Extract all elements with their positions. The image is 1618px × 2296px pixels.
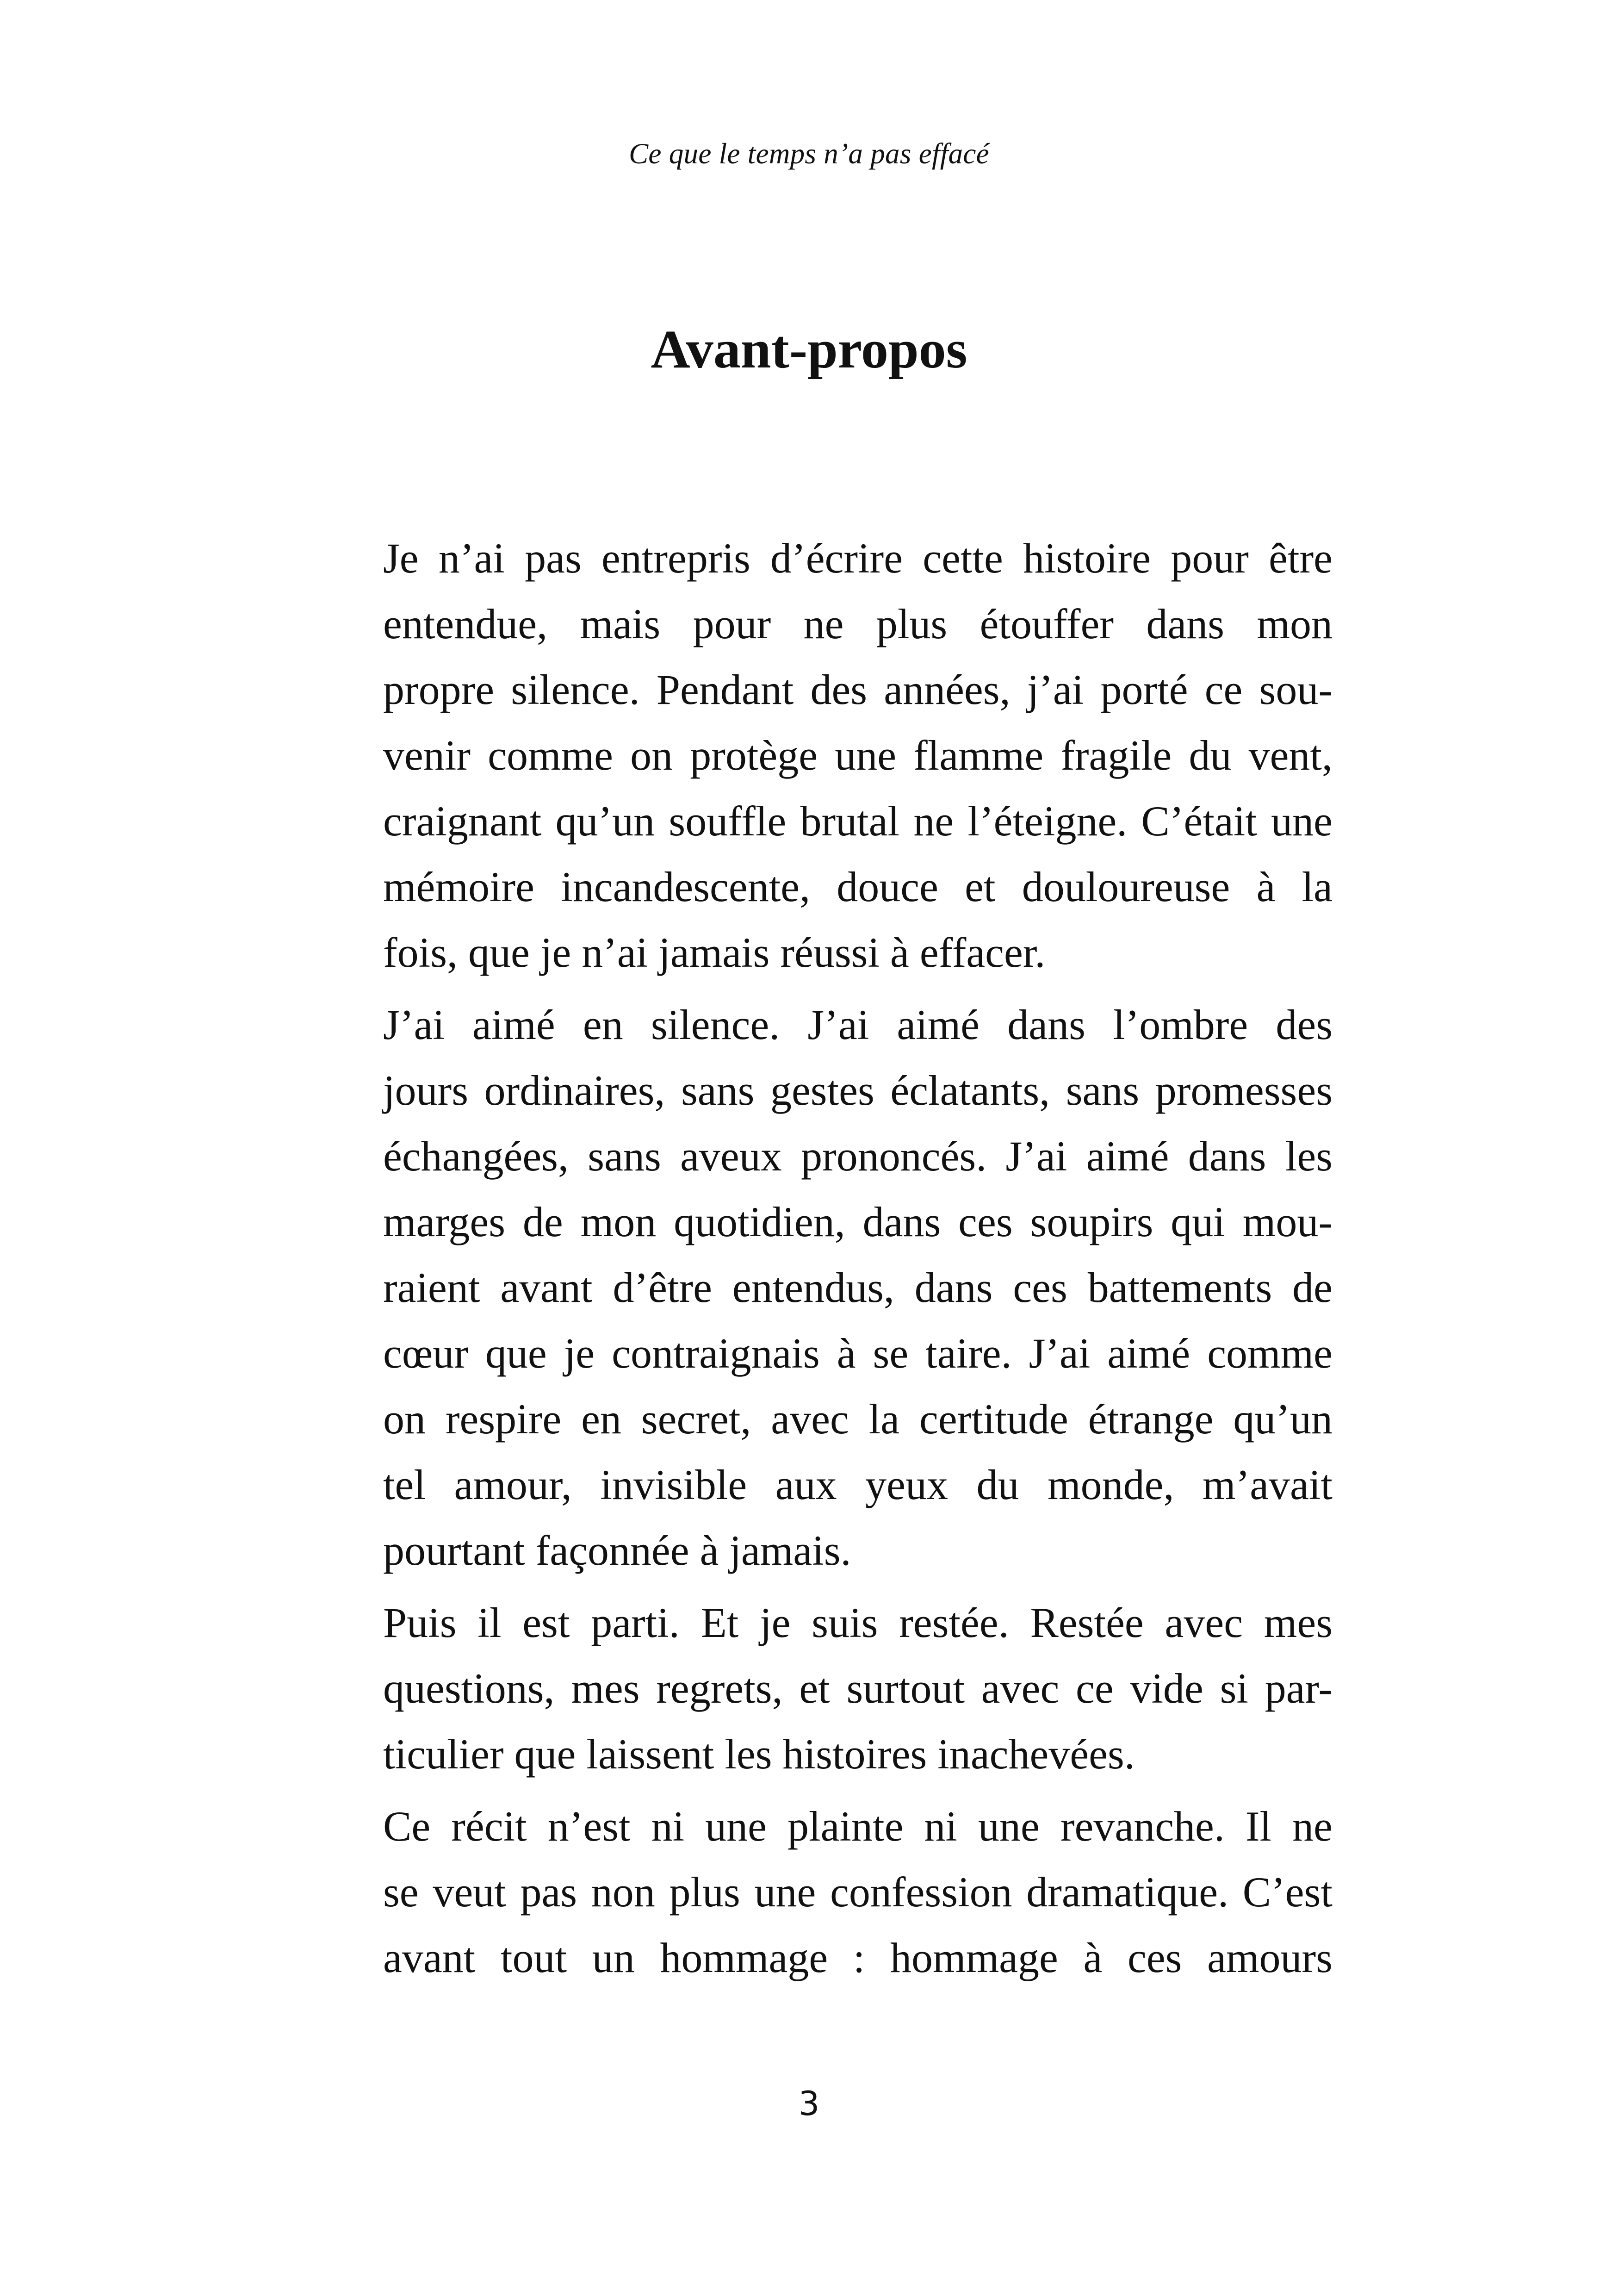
text-line: jours ordinaires, sans gestes éclatants, sans promesses [383,1067,1333,1114]
text-line: cœur que je contraignais à se taire. J’ai aimé comme [383,1330,1333,1377]
text-line: Ce récit n’est ni une plainte ni une revanche. Il ne [383,1803,1333,1850]
chapter-title: Avant-propos [651,319,967,380]
paragraph [328,525,1333,985]
text-line: mémoire incandescente, douce et douloureuse à la [383,863,1333,910]
text-line: Puis il est parti. Et je suis restée. Restée avec mes [383,1599,1333,1646]
text-line: venir comme on protège une flamme fragile du vent, [383,732,1333,779]
paragraph [328,1590,1333,1787]
text-line: entendue, mais pour ne plus étouffer dans mon [383,600,1333,647]
text-line: marges de mon quotidien, dans ces soupirs qui mou- [383,1198,1333,1245]
running-header-title: Ce que le temps n’a pas effacé [629,137,989,170]
text-line: avant tout un hommage : hommage à ces amours [383,1934,1333,1981]
paragraph [328,1793,1333,1991]
text-line: fois, que je n’ai jamais réussi à effacer. [383,929,1046,976]
text-line: on respire en secret, avec la certitude étrange qu’un [383,1395,1333,1443]
page-number: 3 [798,2084,820,2123]
text-line: ticulier que laissent les histoires inachevées. [383,1730,1135,1778]
text-line: pourtant façonnée à jamais. [383,1527,851,1574]
text-line: se veut pas non plus une confession dramatique. C’est [383,1868,1333,1916]
text-line: craignant qu’un souffle brutal ne l’éteigne. C’était une [383,797,1333,845]
text-line: questions, mes regrets, et surtout avec ce vide si par- [383,1665,1333,1712]
body-text [328,525,1333,1997]
paragraph [328,992,1333,1583]
text-line: propre silence. Pendant des années, j’ai porté ce sou- [383,666,1333,713]
text-line: J’ai aimé en silence. J’ai aimé dans l’ombre des [383,1001,1333,1048]
text-line: tel amour, invisible aux yeux du monde, m’avait [383,1461,1333,1508]
text-line: échangées, sans aveux prononcés. J’ai aimé dans les [383,1132,1333,1180]
text-line: Je n’ai pas entrepris d’écrire cette histoire pour être [383,535,1333,582]
text-line: raient avant d’être entendus, dans ces battements de [383,1264,1333,1311]
